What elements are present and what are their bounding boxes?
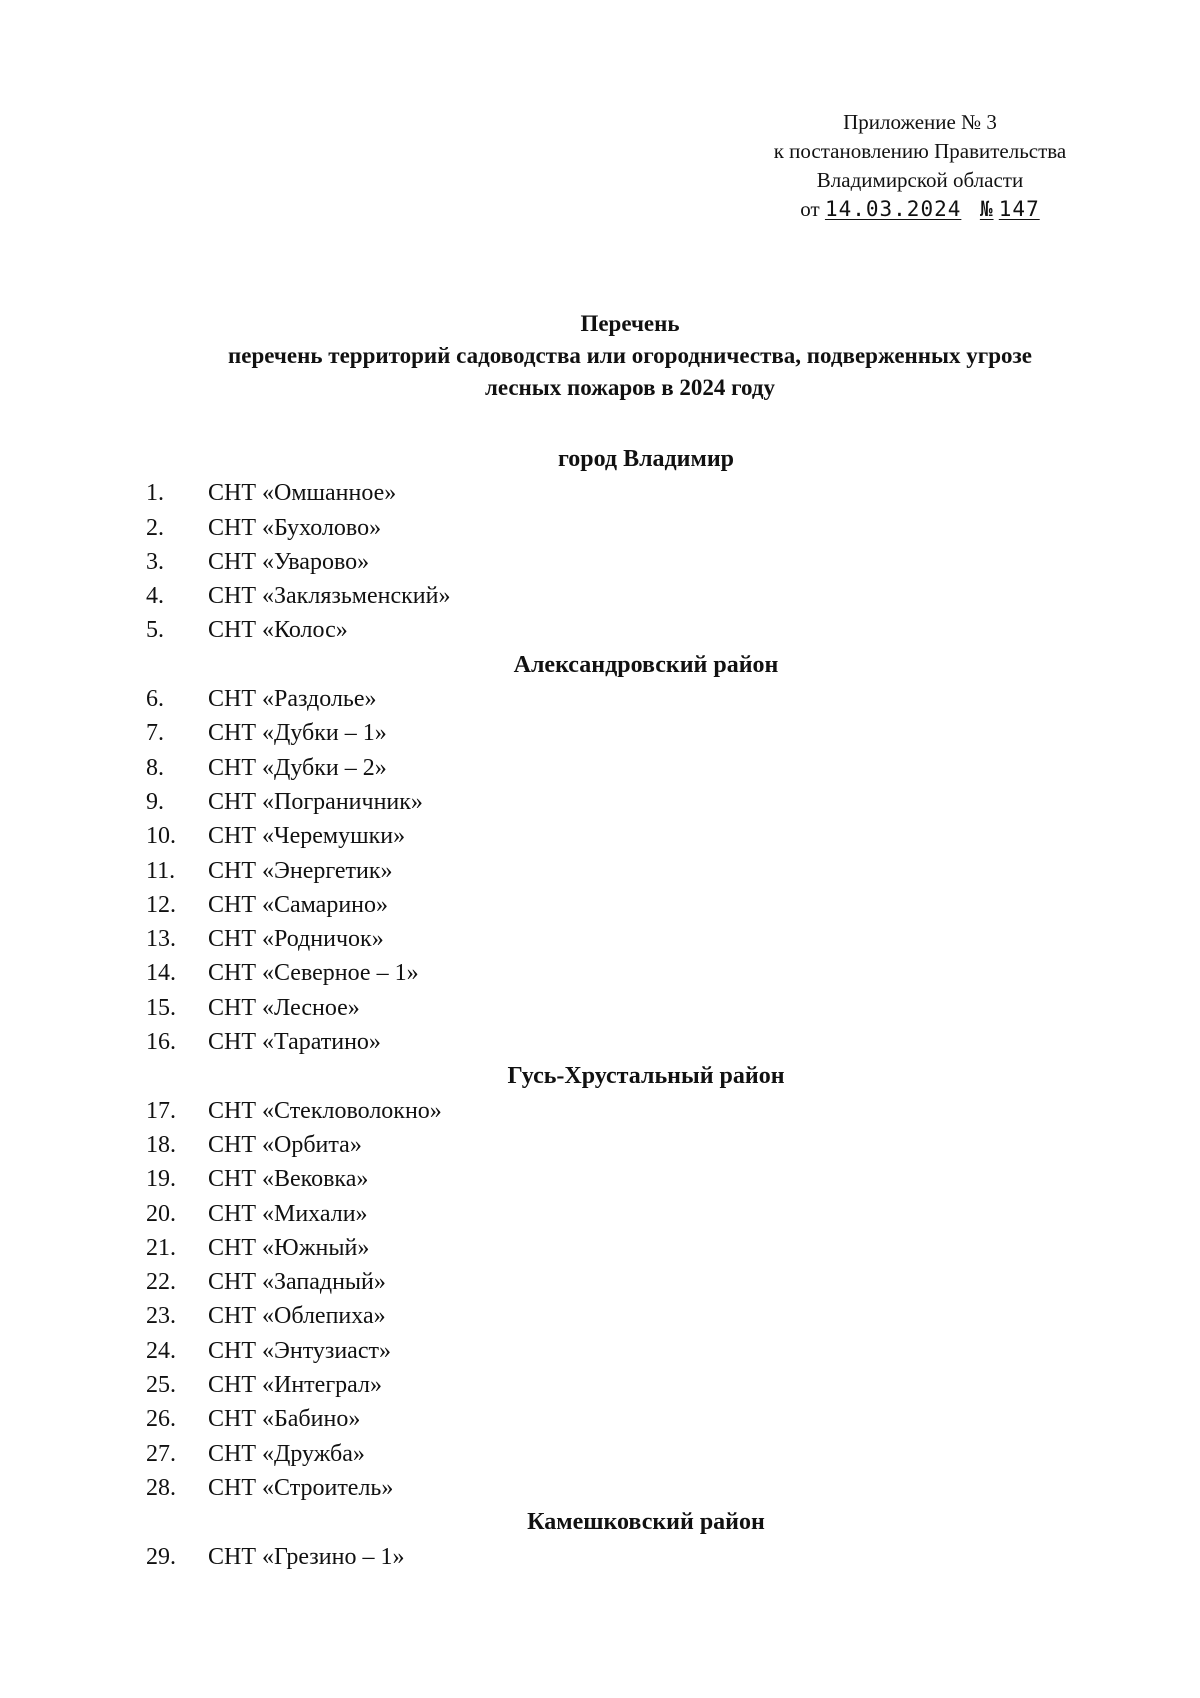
section-heading-text: Камешковский район: [527, 1509, 765, 1536]
item-name: СНТ «Бабино»: [208, 1406, 361, 1433]
title-line-2: перечень территорий садоводства или огородничества, подверженных угрозе: [228, 343, 1032, 368]
item-number: 25.: [146, 1372, 176, 1399]
item-number: 6.: [146, 686, 164, 713]
item-name: СНТ «Вековка»: [208, 1166, 369, 1193]
item-name: СНТ «Облепиха»: [208, 1303, 386, 1330]
item-number: 9.: [146, 788, 164, 815]
item-name: СНТ «Михали»: [208, 1200, 368, 1227]
list-item: [146, 716, 1146, 750]
item-name: СНТ «Раздолье»: [208, 686, 377, 713]
section-heading: [0, 1059, 1146, 1093]
list-item: [146, 1231, 1146, 1265]
item-name: СНТ «Стекловолокно»: [208, 1097, 442, 1124]
item-name: СНТ «Дружба»: [208, 1440, 365, 1467]
item-name: СНТ «Энергетик»: [208, 857, 393, 884]
item-number: 22.: [146, 1269, 176, 1296]
list-item: [146, 1368, 1146, 1402]
item-name: СНТ «Интеграл»: [208, 1372, 382, 1399]
section-heading-text: Александровский район: [513, 651, 779, 678]
item-number: 18.: [146, 1131, 176, 1158]
item-name: СНТ «Колос»: [208, 617, 348, 644]
item-name: СНТ «Дубки – 2»: [208, 754, 387, 781]
decree-number: 147: [998, 197, 1040, 221]
list-item: [146, 511, 1146, 545]
appendix-region: Владимирской области: [816, 168, 1024, 192]
list-item: [146, 1334, 1146, 1368]
item-number: 29.: [146, 1543, 176, 1570]
item-name: СНТ «Уварово»: [208, 548, 370, 575]
list-item: [146, 1128, 1146, 1162]
list-item: [146, 1197, 1146, 1231]
item-number: 7.: [146, 720, 164, 747]
list-item: [146, 545, 1146, 579]
item-name: СНТ «Заклязьменский»: [208, 583, 451, 610]
list-item: [146, 956, 1146, 990]
item-number: 14.: [146, 960, 176, 987]
list-item: [146, 1402, 1146, 1436]
item-number: 26.: [146, 1406, 176, 1433]
item-name: СНТ «Таратино»: [208, 1029, 381, 1056]
item-number: 24.: [146, 1337, 176, 1364]
appendix-date-line: [730, 195, 1110, 224]
item-number: 28.: [146, 1474, 176, 1501]
item-name: СНТ «Дубки – 1»: [208, 720, 387, 747]
document-title: [130, 308, 1130, 404]
list-item: [146, 1540, 1146, 1574]
item-name: СНТ «Самарино»: [208, 891, 389, 918]
item-number: 2.: [146, 514, 164, 541]
item-number: 13.: [146, 926, 176, 953]
item-name: СНТ «Западный»: [208, 1269, 386, 1296]
item-number: 21.: [146, 1234, 176, 1261]
list-item: [146, 1299, 1146, 1333]
item-number: 12.: [146, 891, 176, 918]
appendix-decree-ref: к постановлению Правительства: [773, 139, 1067, 163]
item-number: 4.: [146, 583, 164, 610]
item-name: СНТ «Омшанное»: [208, 480, 397, 507]
list-item: [146, 1162, 1146, 1196]
list-item: [146, 613, 1146, 647]
territory-list: [146, 442, 1146, 1574]
section-heading: [0, 1505, 1146, 1539]
item-name: СНТ «Черемушки»: [208, 823, 406, 850]
item-number: 8.: [146, 754, 164, 781]
list-item: [146, 751, 1146, 785]
appendix-number: Приложение № 3: [843, 110, 997, 134]
item-number: 3.: [146, 548, 164, 575]
list-item: [146, 476, 1146, 510]
list-item: [146, 1265, 1146, 1299]
item-number: 27.: [146, 1440, 176, 1467]
list-item: [146, 854, 1146, 888]
list-item: [146, 785, 1146, 819]
title-word: Перечень: [580, 311, 680, 336]
item-name: СНТ «Пограничник»: [208, 788, 423, 815]
section-heading: [0, 442, 1146, 476]
item-name: СНТ «Родничок»: [208, 926, 384, 953]
item-name: СНТ «Строитель»: [208, 1474, 394, 1501]
appendix-header: [730, 108, 1110, 224]
list-item: [146, 682, 1146, 716]
section-heading: [0, 648, 1146, 682]
section-heading-text: Гусь-Хрустальный район: [507, 1063, 785, 1090]
decree-date: 14.03.2024: [824, 197, 962, 221]
item-number: 15.: [146, 994, 176, 1021]
item-number: 17.: [146, 1097, 176, 1124]
item-number: 5.: [146, 617, 164, 644]
item-number: 20.: [146, 1200, 176, 1227]
item-name: СНТ «Южный»: [208, 1234, 370, 1261]
item-number: 1.: [146, 480, 164, 507]
list-item: [146, 819, 1146, 853]
date-prefix: от: [800, 197, 820, 221]
item-name: СНТ «Энтузиаст»: [208, 1337, 391, 1364]
title-line-3: лесных пожаров в 2024 году: [484, 375, 776, 400]
list-item: [146, 1437, 1146, 1471]
list-item: [146, 922, 1146, 956]
list-item: [146, 991, 1146, 1025]
item-number: 19.: [146, 1166, 176, 1193]
section-heading-text: город Владимир: [557, 446, 735, 472]
item-name: СНТ «Северное – 1»: [208, 960, 419, 987]
number-sign: №: [979, 197, 994, 221]
item-name: СНТ «Грезино – 1»: [208, 1543, 405, 1570]
item-number: 16.: [146, 1029, 176, 1056]
list-item: [146, 579, 1146, 613]
item-number: 10.: [146, 823, 176, 850]
list-item: [146, 888, 1146, 922]
item-number: 23.: [146, 1303, 176, 1330]
item-name: СНТ «Бухолово»: [208, 514, 382, 541]
item-number: 11.: [146, 857, 176, 884]
item-name: СНТ «Лесное»: [208, 994, 360, 1021]
list-item: [146, 1471, 1146, 1505]
list-item: [146, 1025, 1146, 1059]
item-name: СНТ «Орбита»: [208, 1131, 362, 1158]
list-item: [146, 1094, 1146, 1128]
